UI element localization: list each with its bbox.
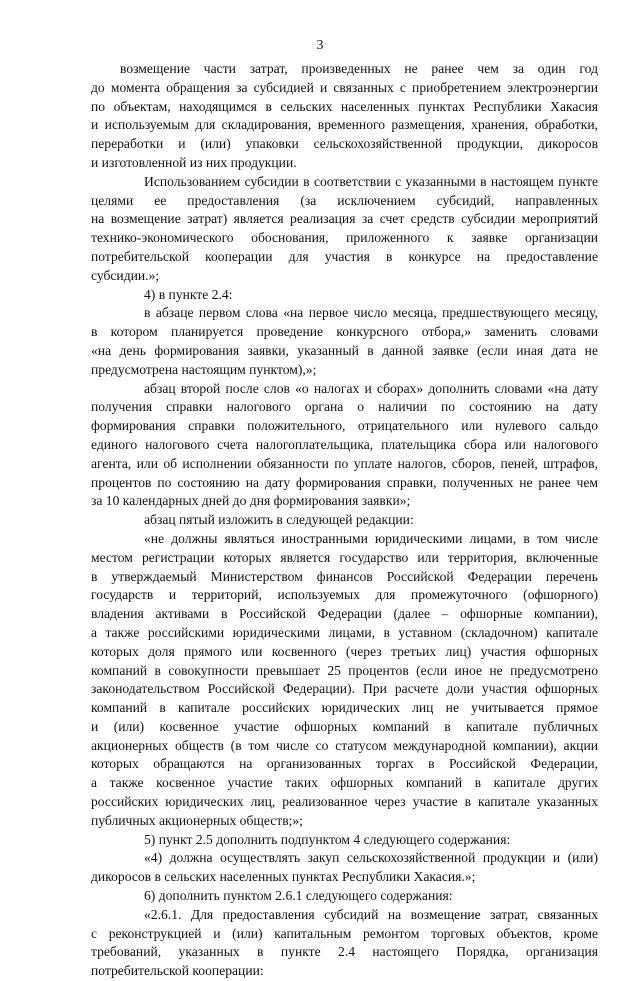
text-line: которых обращаются на организованных торгах в Российской Федерации, [91, 756, 598, 772]
text-line: процентов по состоянию на дату формирования справки, полученных не ранее чем [91, 474, 598, 490]
text-line: агента, или об исполнении обязанности по уплате налогов, сборов, пеней, штрафов, [91, 455, 598, 471]
text-line: «4) должна осуществлять закуп сельскохозяйственной продукции и (или) [144, 850, 598, 866]
text-line: дикоросов в сельских населенных пунктах Республики Хакасия.»; [91, 869, 476, 885]
text-line: «на день формирования заявки, указанный в данной заявке (если иная дата не [91, 342, 598, 358]
text-line: а также российскими юридическими лицами, в уставном (складочном) капитале [91, 624, 598, 640]
text-line: получения справки налогового органа о наличии по состоянию на дату [91, 399, 598, 415]
text-line: «2.6.1. Для предоставления субсидий на возмещение затрат, связанных [144, 906, 598, 922]
text-line: субсидии.»; [91, 267, 160, 283]
text-line: а также косвенное участие таких офшорных компаний в капитале других [91, 775, 598, 791]
text-line: 6) дополнить пунктом 2.6.1 следующего содержания: [144, 888, 453, 904]
text-line: государств и территорий, используемых для промежуточного (офшорного) [91, 587, 598, 603]
text-line: российских юридических лиц, реализованное через участие в капитале указанных [91, 794, 598, 810]
text-line: публичных акционерных обществ;»; [91, 812, 303, 828]
text-line: акционерных обществ (в том числе со статусом международной компании), акции [91, 737, 598, 753]
text-line: переработки и (или) упаковки сельскохозяйственной продукции, дикоросов [91, 136, 598, 152]
text-line: потребительской кооперации для участия в конкурсе на предоставление [91, 248, 598, 264]
text-line: на возмещение затрат) является реализация за счет средств субсидии мероприятий [91, 211, 598, 227]
text-line: 5) пункт 2.5 дополнить подпунктом 4 следующего содержания: [144, 831, 511, 847]
text-line: с реконструкцией и (или) капитальным ремонтом торговых объектов, кроме [91, 925, 598, 941]
text-line: «не должны являться иностранными юридическими лицами, в том числе [144, 530, 598, 546]
text-line: владения активами в Российской Федерации (далее – офшорные компании), [91, 606, 598, 622]
text-line: абзац пятый изложить в следующей редакции: [144, 512, 414, 528]
text-line: формирования справки положительного, отрицательного или нулевого сальдо [91, 418, 598, 434]
text-line: возмещение части затрат, произведенных не ранее чем за один год [120, 61, 598, 76]
text-line: законодательством Российской Федерации). При расчете доли участия офшорных [91, 681, 598, 697]
text-line: требований, указанных в пункте 2.4 настоящего Порядка, организация [91, 944, 598, 960]
text-line: компаний в капитале российских юридических лиц не учитывается прямое [91, 700, 598, 716]
text-line: местом регистрации которых является государство или территория, включенные [91, 549, 598, 565]
text-line: по объектам, находящимся в сельских населенных пунктах Республики Хакасия [91, 98, 598, 114]
text-line: и (или) косвенное участие офшорных компаний в капитале публичных [91, 718, 598, 734]
text-line: в котором планируется проведение конкурсного отбора,» заменить словами [91, 324, 598, 340]
text-line: единого налогового счета налогоплательщика, плательщика сбора или налогового [91, 436, 598, 452]
text-line: компаний в совокупности превышает 25 процентов (если иное не предусмотрено [91, 662, 598, 678]
text-line: потребительской кооперации: [91, 963, 264, 979]
text-line: и используемым для складирования, временного размещения, хранения, обработки, [91, 117, 598, 133]
text-line: которых доля прямого или косвенного (через третьих лиц) участия офшорных [91, 643, 598, 659]
text-line: за 10 календарных дней до дня формирования заявки»; [91, 493, 411, 509]
text-line: Использованием субсидии в соответствии с указанными в настоящем пункте [144, 173, 598, 189]
text-line: в утверждаемый Министерством финансов Российской Федерации перечень [91, 568, 598, 584]
page-number: 3 [316, 38, 324, 53]
text-line: до момента обращения за субсидией и связанных с приобретением электроэнергии [91, 79, 598, 95]
text-line: и изготовленной из них продукции. [91, 154, 297, 170]
text-line: 4) в пункте 2.4: [144, 286, 233, 302]
text-line: в абзаце первом слова «на первое число месяца, предшествующего месяцу, [144, 305, 598, 321]
text-line: технико-экономического обоснования, приложенного к заявке организации [91, 230, 598, 246]
document-text [91, 60, 598, 981]
text-line: целями ее предоставления (за исключением субсидий, направленных [91, 192, 598, 208]
text-line: абзац второй после слов «о налогах и сборах» дополнить словами «на дату [144, 380, 598, 396]
text-line: предусмотрена настоящим пунктом),»; [91, 361, 317, 377]
